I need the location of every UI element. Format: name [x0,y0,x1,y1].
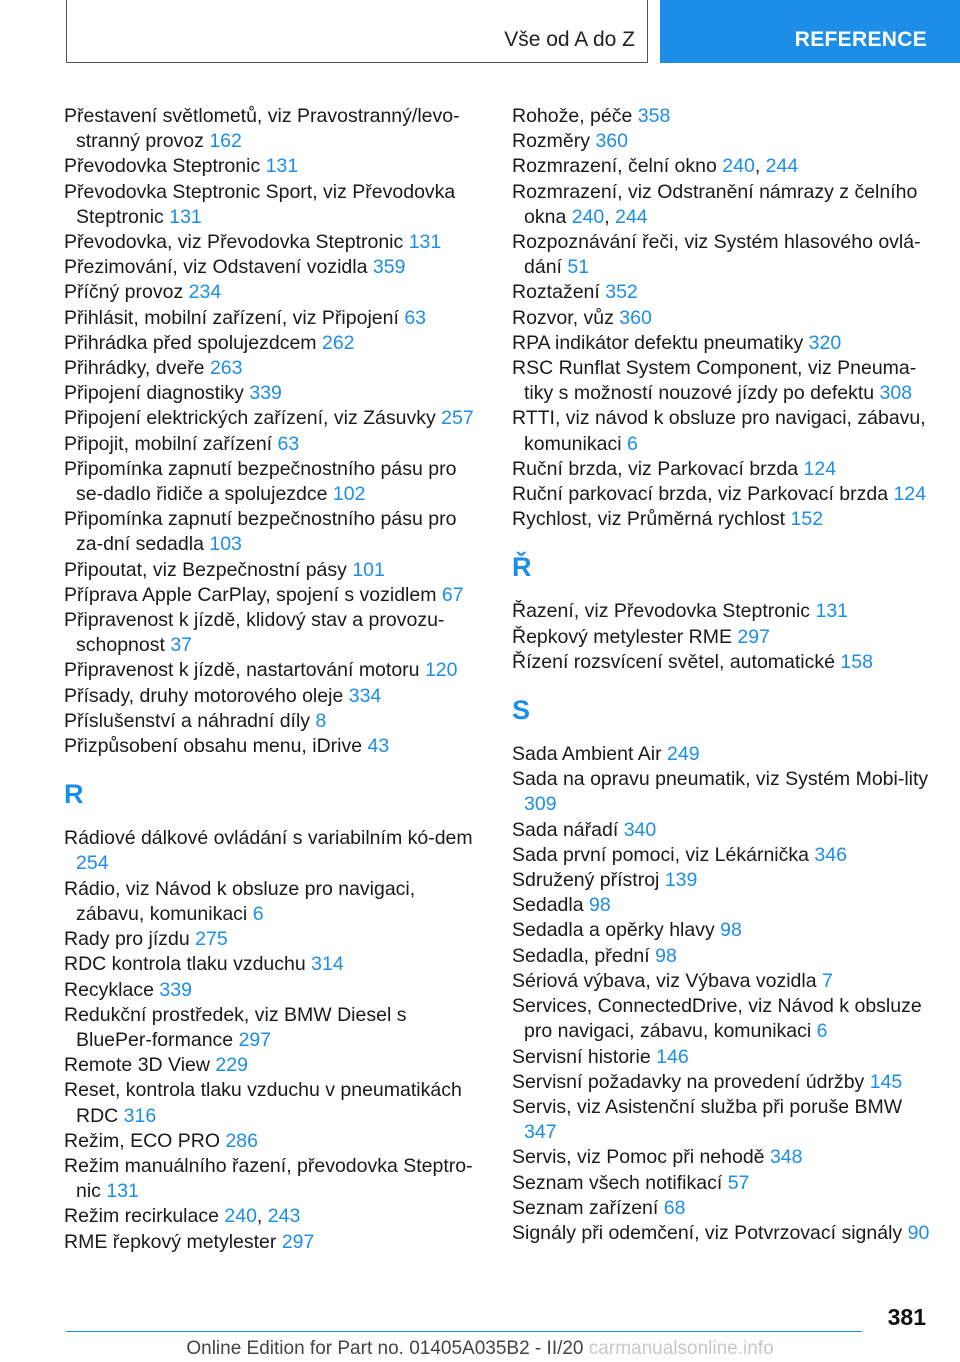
index-entry [64,507,484,557]
index-entry [64,331,484,356]
index-entry [64,1154,484,1204]
page-link[interactable]: 309 [524,793,557,816]
index-entry [64,230,484,255]
index-entry [64,826,484,876]
index-entry [512,818,932,843]
page-link[interactable]: 360 [595,130,628,153]
index-entry [512,767,932,817]
entry-term: Rychlost, viz Průměrná rychlost [512,508,786,531]
entry-term: Rozměry [512,130,591,153]
entry-term: Řazení, viz Převodovka Steptronic [512,600,811,623]
page-link[interactable]: 240 [224,1205,257,1228]
page-link[interactable]: 254 [76,852,109,875]
entry-term: Přihrádky, dveře [64,357,205,380]
entry-term: Přihrádka před spolujezdcem [64,331,317,354]
index-entry [512,306,932,331]
entry-term: Servis, viz Asistenční služba při poruše BMW [512,1095,903,1118]
entry-term: RSC Runflat System Component, viz Pneuma-tiky s možností nouzové jízdy po defektu [512,357,917,405]
page-link[interactable]: 102 [332,483,366,506]
entry-term: Režim, ECO PRO [64,1129,221,1152]
entry-term: Přizpůsobení obsahu menu, iDrive [64,735,363,758]
entry-term: Přihlásit, mobilní zařízení, viz Připojení [64,306,399,329]
entry-term: RPA indikátor defektu pneumatiky [512,331,804,354]
index-entry [64,432,484,457]
index-entry [512,280,932,305]
index-entry: Rozmrazení, viz Odstranění námrazy z čelního okna 240, 244 [512,180,918,228]
page-link[interactable]: 314 [311,953,344,976]
page-link[interactable]: 244 [615,205,648,228]
index-entry [64,104,484,154]
index-entry [512,625,932,650]
entry-term: Sdružený přístroj [512,869,660,892]
page-link[interactable]: 103 [209,533,242,556]
index-entry [512,893,932,918]
page-link[interactable]: 51 [567,256,590,279]
page-number: 381 [887,1304,926,1330]
entry-term: Sada Ambient Air [512,743,662,766]
page-link[interactable]: 131 [408,231,442,254]
index-entry [64,978,484,1003]
index-entry [64,734,484,759]
index-entry [512,1070,932,1095]
page-link[interactable]: 162 [209,130,242,153]
index-entry [64,558,484,583]
index-entry [64,306,484,331]
entry-term: Přestavení světlometů, viz Pravostranný/levo-stranný provoz [64,105,460,153]
entry-term: Sada nářadí [512,818,619,841]
index-entry [64,1003,484,1053]
index-entry [512,742,932,767]
page-link[interactable]: 262 [321,331,355,354]
page-link[interactable]: 90 [907,1221,930,1244]
index-entry [64,406,484,431]
entry-term: Připoutat, viz Bezpečnostní pásy [64,558,347,581]
page-link[interactable]: 257 [441,407,474,430]
page-link[interactable]: 131 [265,155,299,178]
index-entry [512,1171,932,1196]
index-entry [64,180,484,230]
entry-term: Servis, viz Pomoc při nehodě [512,1146,765,1169]
entry-term: Sada na opravu pneumatik, viz Systém Mobi-lity [512,768,929,791]
index-entry [512,457,932,482]
index-entry [64,457,484,507]
index-entry [64,952,484,977]
index-entry [512,1145,932,1170]
entry-term: Připomínka zapnutí bezpečnostního pásu pro za-dní sedadla [64,508,457,556]
page-link[interactable]: 68 [663,1196,686,1219]
index-entry [512,918,932,943]
page-link[interactable]: 145 [869,1070,903,1093]
page-link[interactable]: 131 [815,600,849,623]
index-entry [512,482,932,507]
header-chapter-box [66,0,648,63]
page-link[interactable]: 339 [249,382,282,405]
page-link[interactable]: 229 [215,1054,248,1077]
page-link[interactable]: 120 [424,659,458,682]
header-section-tab [660,0,960,63]
index-entry [512,599,932,624]
entry-term: Roztažení [512,281,600,304]
section-letter: Ř [512,552,532,583]
entry-term: Řepkový metylester RME [512,625,732,648]
page-link[interactable]: 360 [619,306,652,329]
entry-term: Rozpoznávání řeči, viz Systém hlasového ovlá-dání [512,231,921,279]
entry-term: Sériová výbava, viz Výbava vozidla [512,969,817,992]
index-entry [512,843,932,868]
page-link[interactable]: 146 [656,1045,689,1068]
index-entry [64,1078,484,1128]
entry-term: Režim recirkulace [64,1205,219,1228]
index-entry [64,381,484,406]
entry-term: Rádiové dálkové ovládání s variabilním kó-dem [64,827,473,850]
page-link[interactable]: 98 [589,894,611,917]
page-link[interactable]: 124 [803,457,837,480]
entry-term: Rozvor, vůz [512,306,614,329]
index-column-right [512,104,932,1246]
page-link[interactable]: 352 [605,281,638,304]
entry-term: Rádio, viz Návod k obsluze pro navigaci, zábavu, komunikaci [64,877,416,925]
entry-term: Recyklace [64,978,154,1001]
footer-divider [66,1331,862,1332]
entry-term: Servisní historie [512,1045,651,1068]
entry-term: Remote 3D View [64,1054,210,1077]
entry-term: Převodovka Steptronic [64,155,261,178]
entry-term: Seznam všech notifikací [512,1171,723,1194]
entry-term: Rozmrazení, čelní okno [512,155,717,178]
index-entry [64,255,484,280]
index-entry [512,331,932,356]
page-link[interactable]: 348 [769,1146,803,1169]
index-entry [512,868,932,893]
page-link[interactable]: 67 [441,583,464,606]
page-link[interactable]: 158 [840,650,873,673]
watermark-text: carmanualsonline.info [588,1338,774,1359]
entry-term: Sada první pomoci, viz Lékárnička [512,843,809,866]
entry-term: Sedadla a opěrky hlavy [512,919,715,942]
entry-term: Připravenost k jízdě, klidový stav a provozu-schopnost [64,609,445,657]
page-link[interactable]: 43 [367,735,390,758]
page-link[interactable]: 339 [159,978,192,1001]
entry-term: Přezimování, viz Odstavení vozidla [64,256,368,279]
entry-term: Sedadla [512,894,584,917]
entry-term: Připravenost k jízdě, nastartování motoru [64,659,420,682]
index-entry [512,507,932,532]
index-entry [64,280,484,305]
index-entry [512,944,932,969]
entry-term: Připojení elektrických zařízení, viz Zásuvky [64,407,436,430]
page-link[interactable]: 340 [623,818,657,841]
index-entry: Rozmrazení, čelní okno 240, 244 [512,155,799,178]
entry-term: Servisní požadavky na provedení údržby [512,1070,865,1093]
entry-term: RDC kontrola tlaku vzduchu [64,953,306,976]
index-entry [64,583,484,608]
entry-term: Řízení rozsvícení světel, automatické [512,650,835,673]
index-entry [512,1221,932,1246]
page-link[interactable]: 57 [727,1171,750,1194]
entry-term: Přísady, druhy motorového oleje [64,684,344,707]
entry-term: RTTI, viz návod k obsluze pro navigaci, zábavu, komunikaci [512,407,926,455]
entry-term: Reset, kontrola tlaku vzduchu v pneumatikách RDC [64,1079,462,1127]
index-entry [64,927,484,952]
page-link[interactable]: 297 [238,1028,272,1051]
entry-term: Sedadla, přední [512,944,650,967]
entry-term: Příčný provoz [64,281,184,304]
entry-term: Převodovka Steptronic Sport, viz Převodovka Steptronic [64,180,456,228]
index-column-left [64,104,484,1255]
page-link[interactable]: 124 [893,483,927,506]
section-title: REFERENCE [794,28,927,51]
footer [0,1338,960,1360]
page-link[interactable]: 7 [822,969,833,992]
page-link[interactable]: 308 [879,382,913,405]
index-entry [64,877,484,927]
entry-term: Rozmrazení, viz Odstranění námrazy z čelního okna [512,180,918,228]
index-entry [512,356,932,406]
entry-term: Příprava Apple CarPlay, spojení s vozidlem [64,583,437,606]
page-link[interactable]: 63 [277,432,300,455]
page-link[interactable]: 131 [106,1180,139,1203]
page-link[interactable]: 37 [170,634,193,657]
page-link[interactable]: 359 [372,256,406,279]
section-letter: S [512,695,531,726]
edition-text: Online Edition for Part no. 01405A035B2 - II/20 [186,1338,584,1359]
index-entry [512,406,932,456]
page-link[interactable]: 346 [814,843,847,866]
page-link[interactable]: 358 [637,105,671,127]
entry-term: Příslušenství a náhradní díly [64,709,311,732]
page-link[interactable]: 139 [664,869,698,892]
entry-term: Ruční parkovací brzda, viz Parkovací brzda [512,483,889,506]
section-letter: R [64,779,84,810]
entry-term: Services, ConnectedDrive, viz Návod k obsluze pro navigaci, zábavu, komunikaci [512,995,922,1043]
page-link[interactable]: 6 [816,1020,828,1043]
page-link[interactable]: 297 [281,1230,315,1253]
index-entry [64,709,484,734]
entry-term: Připojit, mobilní zařízení [64,432,273,455]
index-entry [64,608,484,658]
index-entry [512,104,932,129]
entry-term: Rohože, péče [512,105,633,127]
page-link[interactable]: 334 [348,684,382,707]
index-entry [512,969,932,994]
index-entry [64,356,484,381]
entry-term: Seznam zařízení [512,1196,659,1219]
page-link[interactable]: 6 [252,902,264,925]
page-link[interactable]: 240 [571,205,605,228]
index-entry [512,994,932,1044]
entry-term: Režim manuálního řazení, převodovka Steptro-nic [64,1154,473,1203]
index-entry [64,658,484,683]
page-link[interactable]: 152 [790,508,824,531]
page-link[interactable]: 98 [720,919,742,942]
entry-term: Převodovka, viz Převodovka Steptronic [64,231,404,254]
page-link[interactable]: 63 [404,306,427,329]
page-link[interactable]: 263 [209,357,243,380]
index-entry [64,1053,484,1078]
page-link[interactable]: 347 [524,1121,557,1144]
index-entry [512,1045,932,1070]
index-entry [64,1230,484,1255]
page-link[interactable]: 244 [765,155,799,178]
entry-term: Signály při odemčení, viz Potvrzovací signály [512,1221,903,1244]
index-entry [512,1196,932,1221]
entry-term: Připomínka zapnutí bezpečnostního pásu pro se-dadlo řidiče a spolujezdce [64,457,457,506]
page-link[interactable]: 297 [737,625,770,648]
page-link[interactable]: 243 [267,1205,301,1228]
entry-term: Ruční brzda, viz Parkovací brzda [512,457,799,480]
page-link[interactable]: 234 [188,281,222,304]
entry-term: Redukční prostředek, viz BMW Diesel s BluePer-formance [64,1003,407,1051]
page-link[interactable]: 8 [315,709,327,732]
page-link[interactable]: 101 [352,558,385,581]
index-entry [512,230,932,280]
chapter-title: Vše od A do Z [504,28,635,51]
entry-term: Rady pro jízdu [64,928,190,951]
page-link[interactable]: 316 [123,1104,157,1127]
index-entry: Režim recirkulace 240, 243 [64,1205,301,1228]
page-link[interactable]: 131 [169,205,202,228]
page-link[interactable]: 240 [722,155,755,178]
page-link[interactable]: 286 [225,1129,258,1152]
page-link[interactable]: 98 [655,944,677,967]
index-entry [512,1095,932,1145]
index-entry [64,154,484,179]
page-link[interactable]: 320 [808,331,842,354]
entry-term: Připojení diagnostiky [64,382,244,405]
index-entry [512,650,932,675]
entry-term: RME řepkový metylester [64,1230,277,1253]
index-entry [512,129,932,154]
index-entry [64,1129,484,1154]
page-link[interactable]: 249 [667,743,700,766]
page-link[interactable]: 6 [626,432,638,455]
page-link[interactable]: 275 [195,928,228,951]
index-entry [64,684,484,709]
